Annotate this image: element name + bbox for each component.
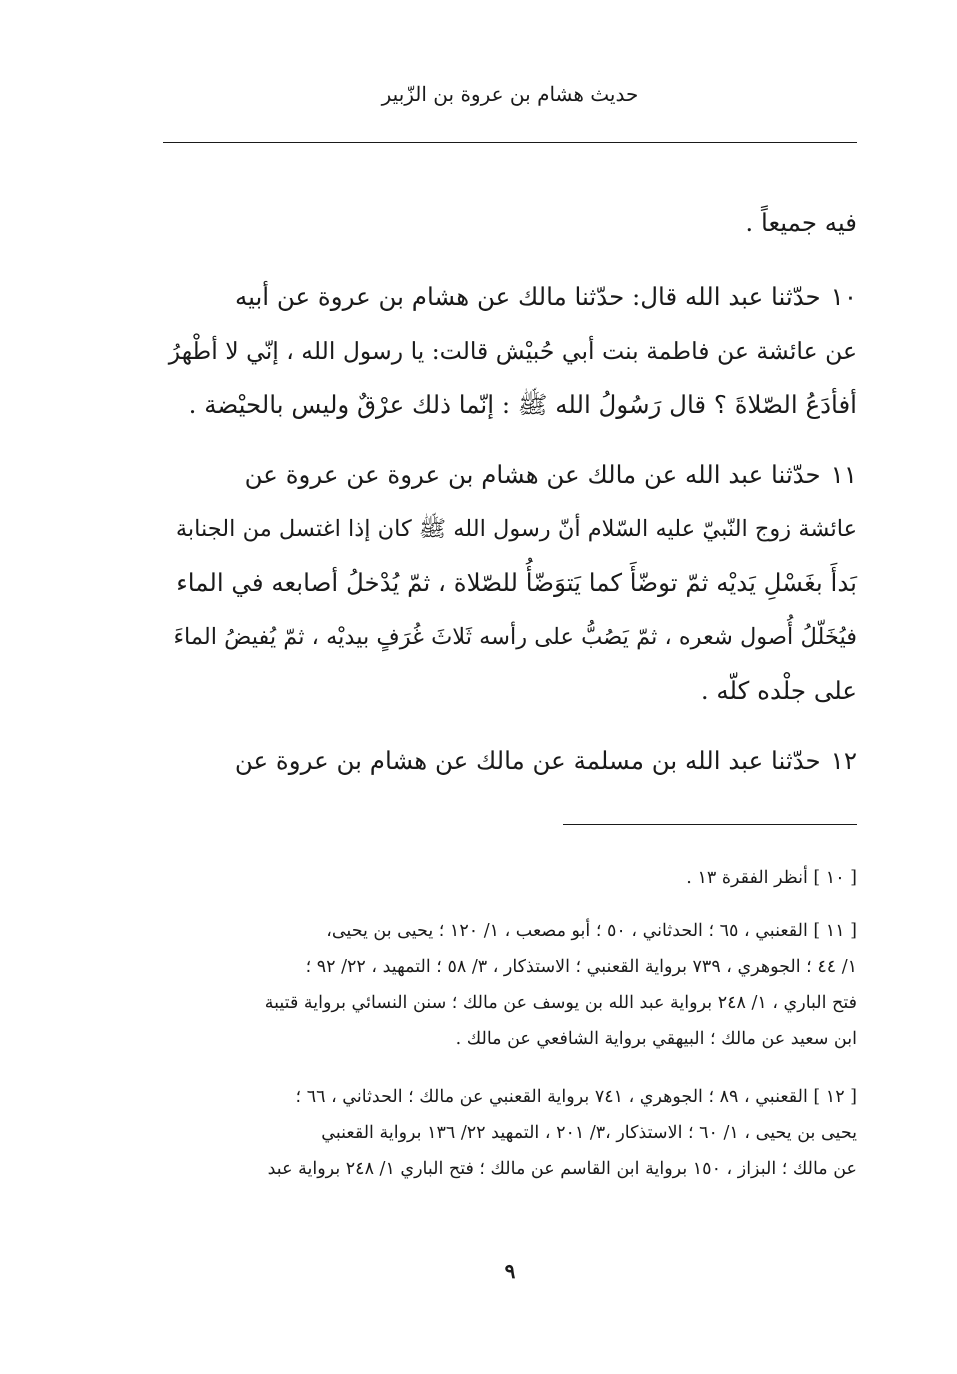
footnote-12 bbox=[163, 1079, 857, 1187]
paragraph-line: عائشة زوج النّبيّ عليه السّلام أنّ رسول الله ﷺ كان إذا اغتسل من الجنابة bbox=[175, 516, 857, 542]
paragraph-11 bbox=[163, 448, 857, 718]
paragraph-number: ١١ bbox=[830, 460, 857, 489]
paragraph-number: ١٢ bbox=[830, 746, 857, 775]
paragraph-12 bbox=[163, 734, 857, 788]
footnote-line: ١/ ٤٤ ؛ الجوهري ، ٧٣٩ برواية القعنبي ؛ الاستذكار ، ٣/ ٥٨ ؛ التمهيد ، ٢٢/ ٩٢ ؛ bbox=[305, 957, 857, 977]
footnote-10 bbox=[163, 860, 857, 896]
paragraph-line: فيه جميعاً . bbox=[745, 208, 857, 237]
footnote-line: فتح الباري ، ١/ ٢٤٨ برواية عبد الله بن يوسف عن مالك ؛ سنن النسائي برواية قتيبة bbox=[264, 993, 857, 1013]
paragraph-line: أفأدَعُ الصّلاةَ ؟ قال رَسُولُ الله ﷺ : إنّما ذلك عرْقٌ وليس بالحيْضة . bbox=[188, 390, 857, 419]
running-head: حديث هشام بن عروة بن الزّبير bbox=[381, 82, 639, 106]
paragraph-line-text: حدّثنا عبد الله قال: حدّثنا مالك عن هشام بن عروة عن أبيه bbox=[234, 282, 821, 311]
footnote-line: [ ١٠ ] أنظر الفقرة ١٣ . bbox=[686, 868, 857, 888]
paragraph-continuation bbox=[163, 196, 857, 250]
footnote-line: [ ١٢ ] القعنبي ، ٨٩ ؛ الجوهري ، ٧٤١ برواية القعنبي عن مالك ؛ الحدثاني ، ٦٦ ؛ bbox=[295, 1087, 857, 1107]
paragraph-line-text: حدّثنا عبد الله عن مالك عن هشام بن عروة عن عروة عن bbox=[244, 460, 821, 489]
header-rule bbox=[163, 142, 857, 143]
paragraph-number: ١٠ bbox=[830, 282, 857, 311]
page-number: ٩ bbox=[504, 1259, 516, 1283]
paragraph-line: على جلْده كلّه . bbox=[700, 676, 857, 705]
footnote-11 bbox=[163, 913, 857, 1057]
footnote-line: عن مالك ؛ البزاز ، ١٥٠ برواية ابن القاسم عن مالك ؛ فتح الباري ١/ ٢٤٨ برواية عبد bbox=[267, 1159, 857, 1179]
paragraph-line bbox=[163, 734, 857, 788]
paragraph-line: بَدأَ بغَسْلِ يَديْه ثمّ توضّأَ كما يَتوَضّأُ للصّلاة ، ثمّ يُدْخلُ أصابعه في الماء bbox=[176, 568, 857, 597]
footnote-rule bbox=[563, 824, 857, 825]
paragraph-line bbox=[163, 270, 857, 324]
footnote-line: [ ١١ ] القعنبي ، ٦٥ ؛ الحدثاني ، ٥٠ ؛ أبو مصعب ، ١/ ١٢٠ ؛ يحيى بن يحيى، bbox=[326, 921, 857, 941]
paragraph-line: فيُخَلّلُ أُصول شعره ، ثمّ يَصُبُّ على رأسه ثَلاثَ غُرَفٍ بيديْه ، ثمّ يُفيضُ الماءَ bbox=[173, 624, 857, 650]
paragraph-line: عن عائشة عن فاطمة بنت أبي حُبيْش قالت: يا رسول الله ، إنّي لا أطْهرُ bbox=[168, 337, 857, 365]
paragraph-line-text: حدّثنا عبد الله بن مسلمة عن مالك عن هشام بن عروة عن bbox=[234, 746, 821, 775]
footnote-line: ابن سعيد عن مالك ؛ البيهقي برواية الشافعي عن مالك . bbox=[455, 1029, 857, 1049]
paragraph-line bbox=[163, 448, 857, 502]
paragraph-10 bbox=[163, 270, 857, 432]
footnote-line: يحيى بن يحيى ، ١/ ٦٠ ؛ الاستذكار ،٣/ ٢٠١ ، التمهيد ٢٢/ ١٣٦ برواية القعنبي bbox=[321, 1123, 857, 1143]
